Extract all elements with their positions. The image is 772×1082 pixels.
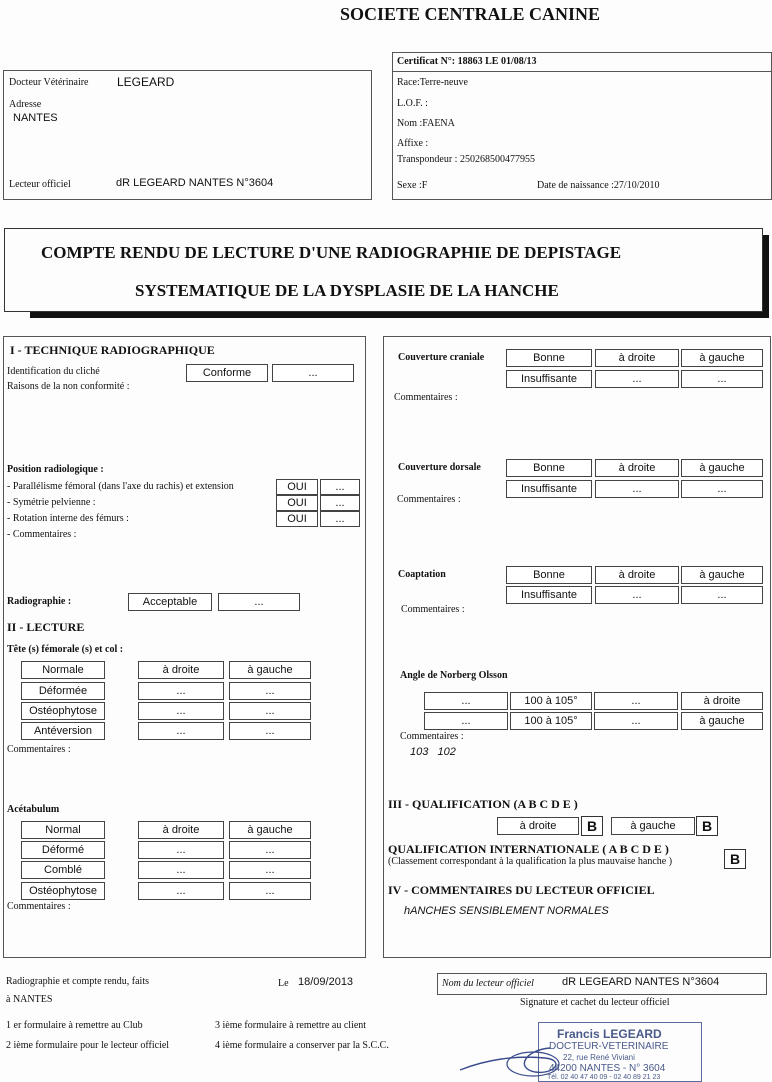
acet-comment-label: Commentaires : <box>7 901 71 912</box>
ident-conforme-box[interactable]: Conforme <box>186 364 268 382</box>
norberg-r1-c[interactable]: ... <box>594 692 678 710</box>
tete-row-1-left[interactable]: à gauche <box>229 661 311 679</box>
acet-row-4-right[interactable]: ... <box>138 882 224 900</box>
footer-date: 18/09/2013 <box>298 976 354 988</box>
tete-row-1-right[interactable]: à droite <box>138 661 224 679</box>
cran-bonne[interactable]: Bonne <box>506 349 592 367</box>
stamp-city: 44200 NANTES - N° 3604 <box>549 1063 666 1074</box>
reader-label: Lecteur officiel <box>9 179 71 190</box>
footer-reader-name: dR LEGEARD NANTES N°3604 <box>562 976 720 988</box>
tete-row-1-label[interactable]: Normale <box>21 661 105 679</box>
coap-insuff-gauche[interactable]: ... <box>681 586 763 604</box>
acet-title: Acétabulum <box>7 804 60 815</box>
footer-reader-box <box>437 973 767 995</box>
signature-label: Signature et cachet du lecteur officiel <box>520 997 670 1008</box>
pos-item-1-oui[interactable]: OUI <box>276 479 318 495</box>
tete-row-4-label[interactable]: Antéversion <box>21 722 105 740</box>
report-title-box <box>4 228 763 312</box>
dors-comment-label: Commentaires : <box>397 494 461 505</box>
acet-row-1-right[interactable]: à droite <box>138 821 224 839</box>
norberg-r2-b[interactable]: 100 à 105° <box>510 712 592 730</box>
footer-place: à NANTES <box>6 994 53 1005</box>
qualification-int-note: (Classement correspondant à la qualification la plus mauvaise hanche ) <box>388 856 673 867</box>
pos-comment-label: - Commentaires : <box>7 529 77 540</box>
acet-row-3-label[interactable]: Comblé <box>21 861 105 879</box>
vet-label: Docteur Vétérinaire <box>9 77 89 88</box>
dog-name: Nom :FAENA <box>397 118 455 129</box>
acet-row-3-left[interactable]: ... <box>229 861 311 879</box>
transponder: Transpondeur : 250268500477955 <box>397 154 535 165</box>
pos-item-3-label: - Rotation interne des fémurs : <box>7 513 129 524</box>
position-title: Position radiologique : <box>7 464 104 475</box>
norberg-r1-d[interactable]: à droite <box>681 692 763 710</box>
stamp-street: 22, rue René Viviani <box>563 1053 635 1062</box>
race: Race:Terre-neuve <box>397 77 468 88</box>
ident-alt-box[interactable]: ... <box>272 364 354 382</box>
tete-row-4-right[interactable]: ... <box>138 722 224 740</box>
acet-row-4-label[interactable]: Ostéophytose <box>21 882 105 900</box>
stamp-phone: Tél. 02 40 47 40 09 - 02 40 89 21 23 <box>547 1074 661 1081</box>
non-conform-label: Raisons de la non conformité : <box>7 381 130 392</box>
comments-title: IV - COMMENTAIRES DU LECTEUR OFFICIEL <box>388 883 655 897</box>
copy-4: 4 ième formulaire a conserver par la S.C.C. <box>215 1040 389 1051</box>
pos-item-2-oui[interactable]: OUI <box>276 495 318 511</box>
dors-label: Couverture dorsale <box>398 462 481 473</box>
acet-row-4-left[interactable]: ... <box>229 882 311 900</box>
sex: Sexe :F <box>397 180 428 191</box>
certificate-number: Certificat N°: 18863 LE 01/08/13 <box>397 56 537 67</box>
radio-alt-box[interactable]: ... <box>218 593 300 611</box>
qual-right-grade[interactable]: B <box>581 816 603 836</box>
signature-scribble <box>455 1030 575 1080</box>
acet-row-2-label[interactable]: Déformé <box>21 841 105 859</box>
stamp-name: Francis LEGEARD <box>557 1027 662 1041</box>
norberg-r1-b[interactable]: 100 à 105° <box>510 692 592 710</box>
coap-insuff-droite[interactable]: ... <box>595 586 679 604</box>
dors-insuff-droite[interactable]: ... <box>595 480 679 498</box>
pos-item-2-label: - Symétrie pelvienne : <box>7 497 96 508</box>
coap-comment-label: Commentaires : <box>401 604 465 615</box>
dors-bonne[interactable]: Bonne <box>506 459 592 477</box>
cran-label: Couverture craniale <box>398 352 485 363</box>
coap-insuff[interactable]: Insuffisante <box>506 586 592 604</box>
acet-row-2-left[interactable]: ... <box>229 841 311 859</box>
footer-made: Radiographie et compte rendu, faits <box>6 976 150 987</box>
coap-gauche[interactable]: à gauche <box>681 566 763 584</box>
dors-insuff[interactable]: Insuffisante <box>506 480 592 498</box>
cran-gauche[interactable]: à gauche <box>681 349 763 367</box>
address-value: NANTES <box>13 112 58 124</box>
norberg-comment-label: Commentaires : <box>400 731 464 742</box>
pos-item-2-alt[interactable]: ... <box>320 495 360 511</box>
copy-3: 3 ième formulaire à remettre au client <box>215 1020 367 1031</box>
cran-droite[interactable]: à droite <box>595 349 679 367</box>
norberg-values: 103 102 <box>410 746 456 758</box>
tete-row-3-right[interactable]: ... <box>138 702 224 720</box>
vet-panel <box>3 70 372 200</box>
cran-insuff-gauche[interactable]: ... <box>681 370 763 388</box>
org-title: SOCIETE CENTRALE CANINE <box>340 4 601 24</box>
cran-comment-label: Commentaires : <box>394 392 458 403</box>
norberg-r2-d[interactable]: à gauche <box>681 712 763 730</box>
report-title-line1: COMPTE RENDU DE LECTURE D'UNE RADIOGRAPHIE DE DEPISTAGE <box>41 243 622 262</box>
lof: L.O.F. : <box>397 98 428 109</box>
acet-row-1-label[interactable]: Normal <box>21 821 105 839</box>
tete-row-2-left[interactable]: ... <box>229 682 311 700</box>
birth-date: Date de naissance :27/10/2010 <box>537 180 660 191</box>
reader-value: dR LEGEARD NANTES N°3604 <box>116 177 274 189</box>
tete-row-2-label[interactable]: Déformée <box>21 682 105 700</box>
affixe: Affixe : <box>397 138 429 149</box>
dors-gauche[interactable]: à gauche <box>681 459 763 477</box>
cran-insuff-droite[interactable]: ... <box>595 370 679 388</box>
qualification-int-title: QUALIFICATION INTERNATIONALE ( A B C D E ) <box>388 842 669 856</box>
norberg-r2-a[interactable]: ... <box>424 712 508 730</box>
qual-right-label[interactable]: à droite <box>497 817 579 835</box>
copy-2: 2 ième formulaire pour le lecteur officiel <box>6 1040 170 1051</box>
dors-droite[interactable]: à droite <box>595 459 679 477</box>
tete-title: Tête (s) fémorale (s) et col : <box>7 644 124 655</box>
tete-row-3-left[interactable]: ... <box>229 702 311 720</box>
comments-text: hANCHES SENSIBLEMENT NORMALES <box>404 905 609 917</box>
lecture-title: II - LECTURE <box>7 620 85 634</box>
norberg-r2-c[interactable]: ... <box>594 712 678 730</box>
qual-int-grade[interactable]: B <box>724 849 746 869</box>
ident-label: Identification du cliché <box>7 366 100 377</box>
norberg-r1-a[interactable]: ... <box>424 692 508 710</box>
vet-name: LEGEARD <box>117 75 175 89</box>
stamp-title: DOCTEUR-VETERINAIRE <box>549 1041 669 1052</box>
norberg-label: Angle de Norberg Olsson <box>400 670 508 681</box>
coap-droite[interactable]: à droite <box>595 566 679 584</box>
pos-item-1-label: - Parallélisme fémoral (dans l'axe du rachis) et extension <box>7 481 234 492</box>
acet-row-2-right[interactable]: ... <box>138 841 224 859</box>
acet-row-1-left[interactable]: à gauche <box>229 821 311 839</box>
pos-item-3-oui[interactable]: OUI <box>276 511 318 527</box>
radio-label: Radiographie : <box>7 596 72 607</box>
tete-row-3-label[interactable]: Ostéophytose <box>21 702 105 720</box>
tete-comment-label: Commentaires : <box>7 744 71 755</box>
footer-le-label: Le <box>278 978 289 989</box>
radio-acceptable-box[interactable]: Acceptable <box>128 593 212 611</box>
copy-1: 1 er formulaire à remettre au Club <box>6 1020 143 1031</box>
footer-reader-label: Nom du lecteur officiel <box>442 978 534 989</box>
technique-title: I - TECHNIQUE RADIOGRAPHIQUE <box>10 343 215 357</box>
dors-insuff-gauche[interactable]: ... <box>681 480 763 498</box>
report-title-line2: SYSTEMATIQUE DE LA DYSPLASIE DE LA HANCHE <box>135 281 559 300</box>
address-label: Adresse <box>9 99 42 110</box>
coap-bonne[interactable]: Bonne <box>506 566 592 584</box>
pos-item-3-alt[interactable]: ... <box>320 511 360 527</box>
acet-row-3-right[interactable]: ... <box>138 861 224 879</box>
qual-left-grade[interactable]: B <box>696 816 718 836</box>
qualification-title: III - QUALIFICATION (A B C D E ) <box>388 797 578 811</box>
cran-insuff[interactable]: Insuffisante <box>506 370 592 388</box>
qual-left-label[interactable]: à gauche <box>611 817 695 835</box>
certificate-panel <box>392 52 772 200</box>
tete-row-4-left[interactable]: ... <box>229 722 311 740</box>
tete-row-2-right[interactable]: ... <box>138 682 224 700</box>
pos-item-1-alt[interactable]: ... <box>320 479 360 495</box>
coap-label: Coaptation <box>398 569 446 580</box>
